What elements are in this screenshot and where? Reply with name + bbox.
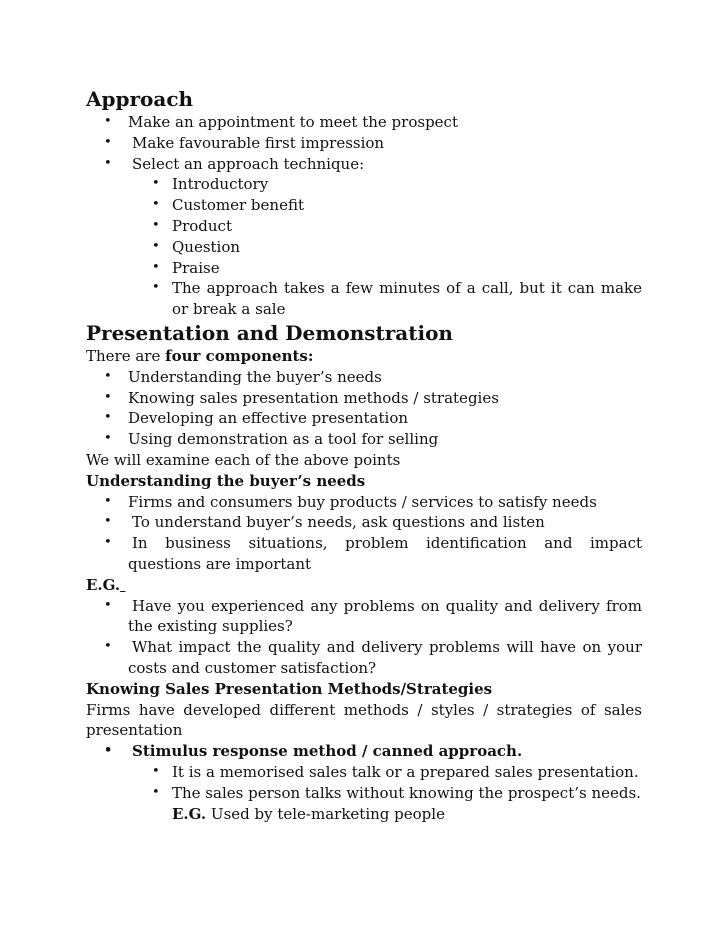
list-item: • Knowing sales presentation methods / strategies [86, 388, 642, 409]
methods-heading: Knowing Sales Presentation Methods/Strategies [86, 679, 493, 698]
list-item: • Select an approach technique: [86, 154, 642, 175]
list-item: • Make an appointment to meet the prospect [86, 112, 642, 133]
eg-list [86, 596, 642, 679]
list-item: • The approach takes a few minutes of a call, but it can make or break a sale [86, 278, 642, 320]
methods-list [86, 741, 642, 762]
list-item: • In business situations, problem identification and impact questions are important [86, 533, 642, 575]
components-list [86, 367, 642, 450]
list-item: • It is a memorised sales talk or a prepared sales presentation. [86, 762, 642, 783]
list-item: • Using demonstration as a tool for selling [86, 429, 642, 450]
list-item: • Stimulus response method / canned approach. [86, 741, 642, 762]
approach-list [86, 112, 642, 174]
list-item: • Understanding the buyer’s needs [86, 367, 642, 388]
examine-text: We will examine each of the above points [86, 450, 401, 469]
methods-intro: Firms have developed different methods / styles / strategies of sales presentation [86, 700, 642, 740]
technique-list [86, 174, 642, 320]
eg-label: E.G. [86, 575, 121, 594]
list-item: • Question [86, 237, 642, 258]
list-item: • To understand buyer’s needs, ask questions and listen [86, 512, 642, 533]
list-item: • The sales person talks without knowing the prospect’s needs. E.G. Used by tele-marketing people [86, 783, 642, 825]
list-item: • Make favourable first impression [86, 133, 642, 154]
approach-heading: Approach [86, 87, 194, 111]
needs-heading: Understanding the buyer’s needs [86, 471, 366, 490]
list-item: • Customer benefit [86, 195, 642, 216]
needs-list [86, 492, 642, 575]
list-item: • Have you experienced any problems on quality and delivery from the existing supplies? [86, 596, 642, 638]
list-item: • Introductory [86, 174, 642, 195]
list-item: • Developing an effective presentation [86, 408, 642, 429]
stimulus-list [86, 762, 642, 824]
presentation-intro: There are four components: [86, 346, 314, 365]
presentation-heading: Presentation and Demonstration [86, 320, 453, 345]
list-item: • What impact the quality and delivery problems will have on your costs and customer satisfaction? [86, 637, 642, 679]
list-item: • Firms and consumers buy products / services to satisfy needs [86, 492, 642, 513]
list-item: • Praise [86, 258, 642, 279]
list-item: • Product [86, 216, 642, 237]
